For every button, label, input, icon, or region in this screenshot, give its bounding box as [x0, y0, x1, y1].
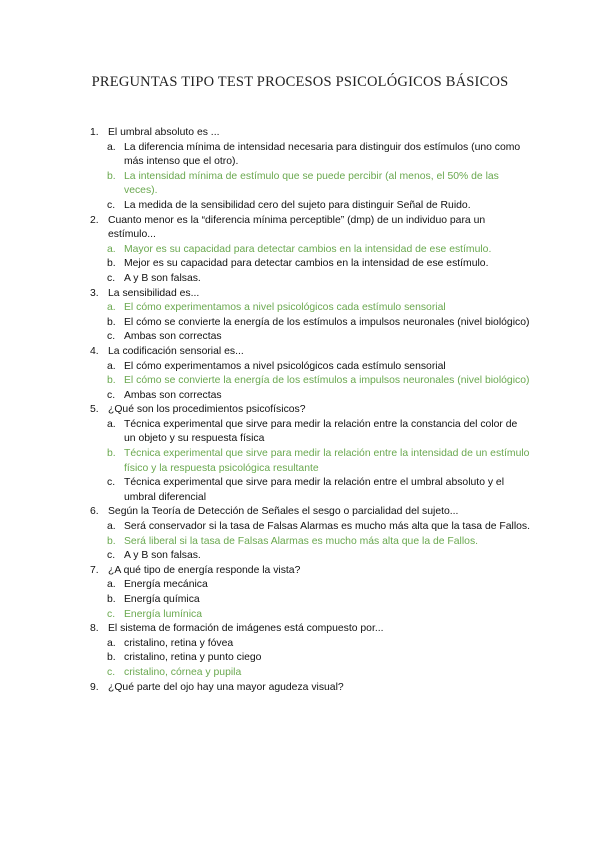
option-text: Técnica experimental que sirve para medir la relación entre la constancia del color de un objeto y su respuesta física — [124, 418, 518, 445]
correct-answer-option — [90, 301, 530, 316]
answer-option — [90, 199, 530, 214]
option-letter: b. — [107, 316, 116, 328]
question-item — [90, 403, 530, 418]
answer-option — [90, 637, 530, 652]
answer-option — [90, 257, 530, 272]
option-text: El cómo experimentamos a nivel psicológicos cada estímulo sensorial — [124, 302, 446, 314]
option-letter: c. — [107, 477, 116, 489]
question-item — [90, 564, 530, 579]
option-letter: a. — [107, 243, 116, 255]
option-letter: b. — [107, 170, 116, 182]
option-text: Técnica experimental que sirve para medir la relación entre el umbral absoluto y el umbral diferencial — [124, 477, 505, 503]
option-list — [90, 360, 530, 404]
option-text: Energía química — [124, 594, 200, 605]
question-item — [90, 287, 530, 302]
answer-option — [90, 651, 530, 666]
correct-answer-option — [90, 170, 530, 199]
option-text: Energía mecánica — [124, 579, 208, 591]
option-letter: c. — [107, 550, 116, 562]
answer-option — [90, 593, 530, 608]
option-text: El cómo experimentamos a nivel psicológicos cada estímulo sensorial — [124, 360, 446, 372]
answer-option — [90, 549, 530, 564]
option-list — [90, 637, 530, 681]
question-item — [90, 622, 530, 637]
correct-answer-option — [90, 608, 530, 623]
question-number: 3. — [90, 287, 99, 299]
answer-option — [90, 520, 530, 535]
question-item — [90, 214, 530, 243]
question-number: 4. — [90, 345, 99, 357]
option-text: La diferencia mínima de intensidad necesaria para distinguir dos estímulos (uno como más intenso que el otro). — [124, 141, 521, 168]
option-list — [90, 578, 530, 622]
option-letter: c. — [107, 331, 116, 343]
option-letter: a. — [107, 418, 116, 430]
option-letter: a. — [107, 521, 116, 533]
page-title: PREGUNTAS TIPO TEST PROCESOS PSICOLÓGICOS BÁSICOS — [91, 74, 509, 90]
option-letter: a. — [107, 579, 116, 591]
correct-answer-option — [90, 374, 530, 389]
question-item — [90, 126, 530, 141]
option-letter: c. — [107, 608, 116, 620]
answer-option — [90, 578, 530, 593]
question-text: El umbral absoluto es ... — [108, 127, 220, 138]
correct-answer-option — [90, 535, 530, 550]
option-letter: b. — [107, 594, 116, 605]
question-item — [90, 505, 530, 520]
option-letter: b. — [107, 375, 116, 387]
option-letter: b. — [107, 258, 116, 270]
option-text: Técnica experimental que sirve para medir la relación entre la intensidad de un estímulo físico y la respuesta psicológica resultante — [124, 448, 530, 474]
question-item — [90, 681, 530, 696]
answer-option — [90, 141, 530, 170]
question-text: ¿Qué son los procedimientos psicofísicos? — [108, 404, 306, 416]
option-list — [90, 141, 530, 214]
option-text: cristalino, retina y fóvea — [124, 637, 234, 649]
option-letter: c. — [107, 389, 116, 401]
option-text: A y B son falsas. — [124, 272, 201, 284]
option-letter: b. — [107, 535, 116, 547]
option-list — [90, 418, 530, 506]
option-letter: c. — [107, 199, 116, 211]
question-text: Según la Teoría de Detección de Señales el sesgo o parcialidad del sujeto... — [108, 506, 459, 518]
answer-option — [90, 360, 530, 375]
option-text: El cómo se convierte la energía de los estímulos a impulsos neuronales (nivel biológico) — [124, 316, 530, 328]
option-letter: a. — [107, 637, 116, 649]
question-text: La codificación sensorial es... — [108, 345, 244, 357]
correct-answer-option — [90, 243, 530, 258]
option-letter: a. — [107, 141, 116, 153]
question-number: 8. — [90, 623, 99, 635]
option-list — [90, 301, 530, 345]
option-letter: c. — [107, 272, 116, 284]
answer-option — [90, 389, 530, 404]
correct-answer-option — [90, 666, 530, 681]
option-list — [90, 243, 530, 287]
question-text: La sensibilidad es... — [108, 287, 200, 299]
option-text: A y B son falsas. — [124, 550, 201, 562]
option-letter: a. — [107, 302, 116, 314]
question-number: 1. — [90, 127, 99, 138]
question-item — [90, 345, 530, 360]
option-text: Mejor es su capacidad para detectar cambios en la intensidad de ese estímulo. — [124, 258, 489, 270]
option-text: Ambas son correctas — [124, 389, 222, 401]
question-number: 7. — [90, 564, 99, 576]
option-text: La medida de la sensibilidad cero del sujeto para distinguir Señal de Ruido. — [124, 199, 471, 211]
option-text: Energía lumínica — [124, 608, 202, 620]
option-list — [90, 520, 530, 564]
answer-option — [90, 272, 530, 287]
option-letter: a. — [107, 360, 116, 372]
question-list — [90, 126, 530, 695]
option-text: cristalino, retina y punto ciego — [124, 652, 262, 664]
option-letter: c. — [107, 666, 116, 678]
question-number: 9. — [90, 681, 99, 693]
answer-option — [90, 330, 530, 345]
answer-option — [90, 476, 530, 505]
correct-answer-option — [90, 447, 530, 476]
answer-option — [90, 316, 530, 331]
option-text: Ambas son correctas — [124, 331, 222, 343]
option-text: La intensidad mínima de estímulo que se puede percibir (al menos, el 50% de las veces). — [124, 170, 499, 197]
option-text: Será conservador si la tasa de Falsas Alarmas es mucho más alta que la tasa de Fallos. — [124, 521, 531, 533]
option-text: Mayor es su capacidad para detectar cambios en la intensidad de ese estímulo. — [124, 243, 492, 255]
question-text: ¿Qué parte del ojo hay una mayor agudeza visual? — [108, 681, 344, 693]
option-text: El cómo se convierte la energía de los estímulos a impulsos neuronales (nivel biológico) — [124, 375, 530, 387]
option-letter: b. — [107, 652, 116, 664]
option-text: Será liberal si la tasa de Falsas Alarmas es mucho más alta que la de Fallos. — [124, 535, 479, 547]
option-text: cristalino, córnea y pupila — [124, 666, 242, 678]
answer-option — [90, 418, 530, 447]
question-number: 6. — [90, 506, 99, 518]
question-text: El sistema de formación de imágenes está compuesto por... — [108, 623, 384, 635]
question-text: ¿A qué tipo de energía responde la vista? — [108, 564, 301, 576]
question-text: Cuanto menor es la “diferencia mínima perceptible” (dmp) de un individuo para un estímulo... — [108, 214, 486, 241]
option-letter: b. — [107, 448, 116, 460]
question-number: 5. — [90, 404, 99, 416]
question-number: 2. — [90, 214, 99, 226]
